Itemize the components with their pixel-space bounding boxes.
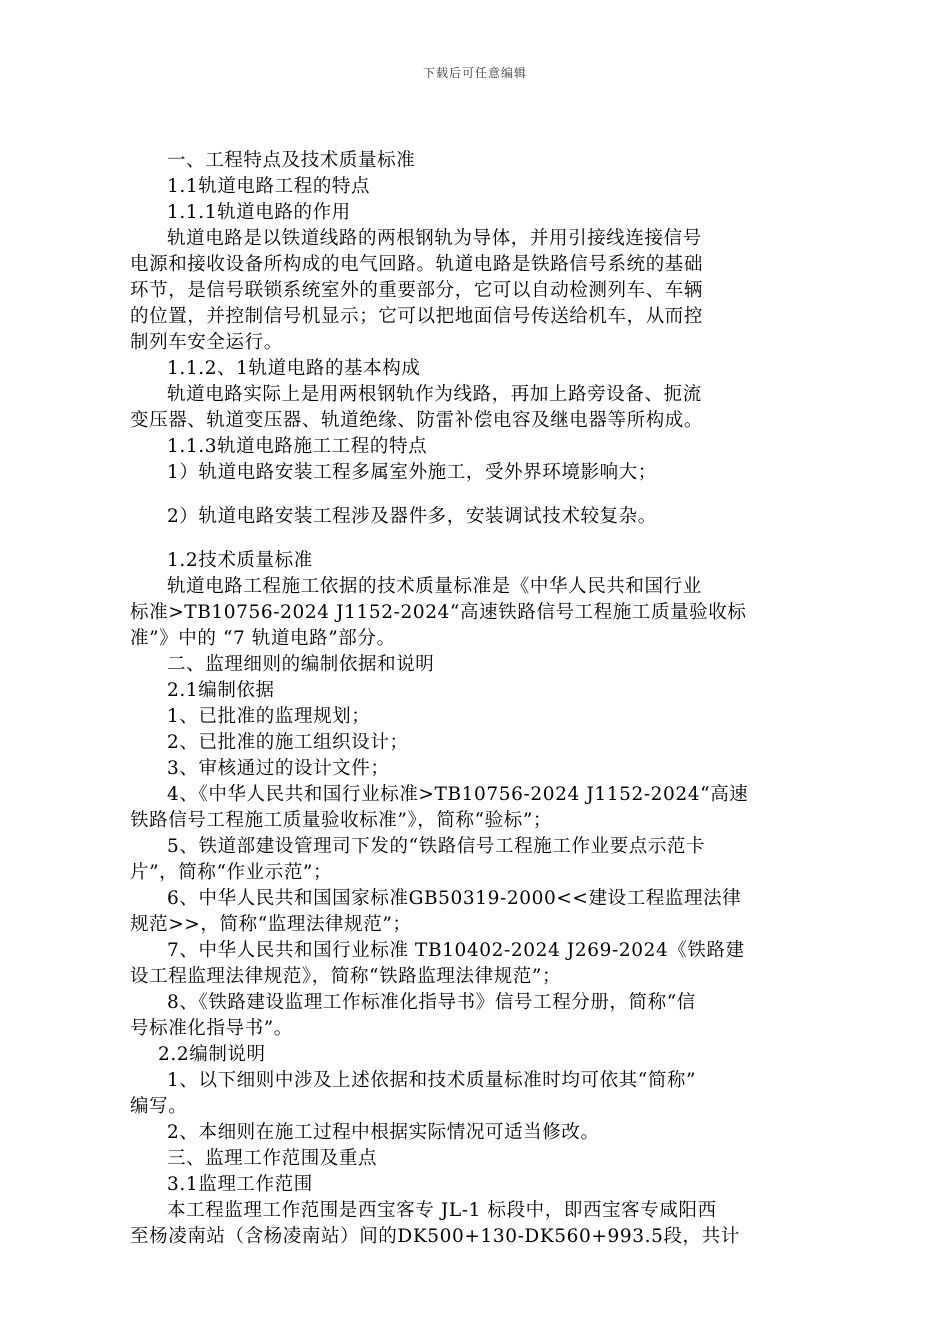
paragraph-line: 轨道电路工程施工依据的技术质量标准是《中华人民共和国行业 [167,576,702,597]
list-item: 1、已批准的监理规划； [167,706,371,727]
list-item: 2）轨道电路安装工程涉及器件多，安装调试技术较复杂。 [167,506,657,527]
list-item: 4、《中华人民共和国行业标准>TB10756-2024 J1152-2024“高速 [167,784,749,805]
subsection-heading-2-2: 2.2编制说明 [158,1044,266,1065]
list-item-continuation: 铁路信号工程施工质量验收标准”》，简称“验标”； [130,810,553,831]
list-item: 2、已批准的施工组织设计； [167,732,409,753]
list-item: 1）轨道电路安装工程多属室外施工，受外界环境影响大； [167,462,657,483]
subsection-heading-1-1-1: 1.1.1轨道电路的作用 [167,202,351,223]
paragraph-line: 电源和接收设备所构成的电气回路。轨道电路是铁路信号系统的基础 [130,254,704,275]
paragraph-line: 至杨凌南站（含杨凌南站）间的DK500+130-DK560+993.5段，共计 [130,1226,740,1247]
list-item: 7、中华人民共和国行业标准 TB10402-2024 J269-2024《铁路建 [167,940,745,961]
list-item: 2、本细则在施工过程中根据实际情况可适当修改。 [167,1122,600,1143]
paragraph-line: 变压器、轨道变压器、轨道绝缘、防雷补偿电容及继电器等所构成。 [130,410,704,431]
section-heading-2: 二、监理细则的编制依据和说明 [167,654,435,675]
paragraph-line: 轨道电路实际上是用两根钢轨作为线路，再加上路旁设备、扼流 [167,384,702,405]
subsection-heading-1-1-3: 1.1.3轨道电路施工工程的特点 [167,436,428,457]
paragraph-line: 的位置，并控制信号机显示；它可以把地面信号传送给机车，从而控 [130,306,704,327]
page-header-note: 下载后可任意编辑 [422,66,527,80]
paragraph-line: 轨道电路是以铁道线路的两根钢轨为导体，并用引接线连接信号 [167,228,702,249]
paragraph-line: 环节，是信号联锁系统室外的重要部分，它可以自动检测列车、车辆 [130,280,704,301]
subsection-heading-2-1: 2.1编制依据 [167,680,275,701]
list-item-continuation: 片”，简称“作业示范”； [130,862,333,883]
paragraph-line: 本工程监理工作范围是西宝客专 JL-1 标段中，即西宝客专咸阳西 [167,1200,717,1221]
list-item-continuation: 设工程监理法律规范》，简称“铁路监理法律规范”； [130,966,562,987]
list-item: 6、中华人民共和国国家标准GB50319-2000<<建设工程监理法律 [167,888,742,909]
list-item: 1、以下细则中涉及上述依据和技术质量标准时均可依其“简称” [167,1070,697,1091]
paragraph-line: 标准>TB10756-2024 J1152-2024“高速铁路信号工程施工质量验收标 [130,602,747,623]
list-item: 3、审核通过的设计文件； [167,758,390,779]
subsection-heading-1-2: 1.2技术质量标准 [167,550,313,571]
list-item-continuation: 规范>>，简称“监理法律规范”； [130,914,412,935]
paragraph-line: 制列车安全运行。 [130,332,283,353]
subsection-heading-1-1-2: 1.1.2、1轨道电路的基本构成 [167,358,421,379]
list-item-continuation: 号标准化指导书”。 [130,1018,293,1039]
subsection-heading-1-1: 1.1轨道电路工程的特点 [167,176,371,197]
list-item: 5、铁道部建设管理司下发的“铁路信号工程施工作业要点示范卡 [167,836,706,857]
list-item: 8、《铁路建设监理工作标准化指导书》信号工程分册，简称“信 [167,992,696,1013]
section-heading-3: 三、监理工作范围及重点 [167,1148,378,1169]
document-body [130,148,818,1250]
section-heading-1: 一、工程特点及技术质量标准 [167,150,416,171]
paragraph-line: 准”》中的 “7 轨道电路”部分。 [130,628,396,649]
subsection-heading-3-1: 3.1监理工作范围 [167,1174,313,1195]
list-item-continuation: 编写。 [130,1096,188,1117]
